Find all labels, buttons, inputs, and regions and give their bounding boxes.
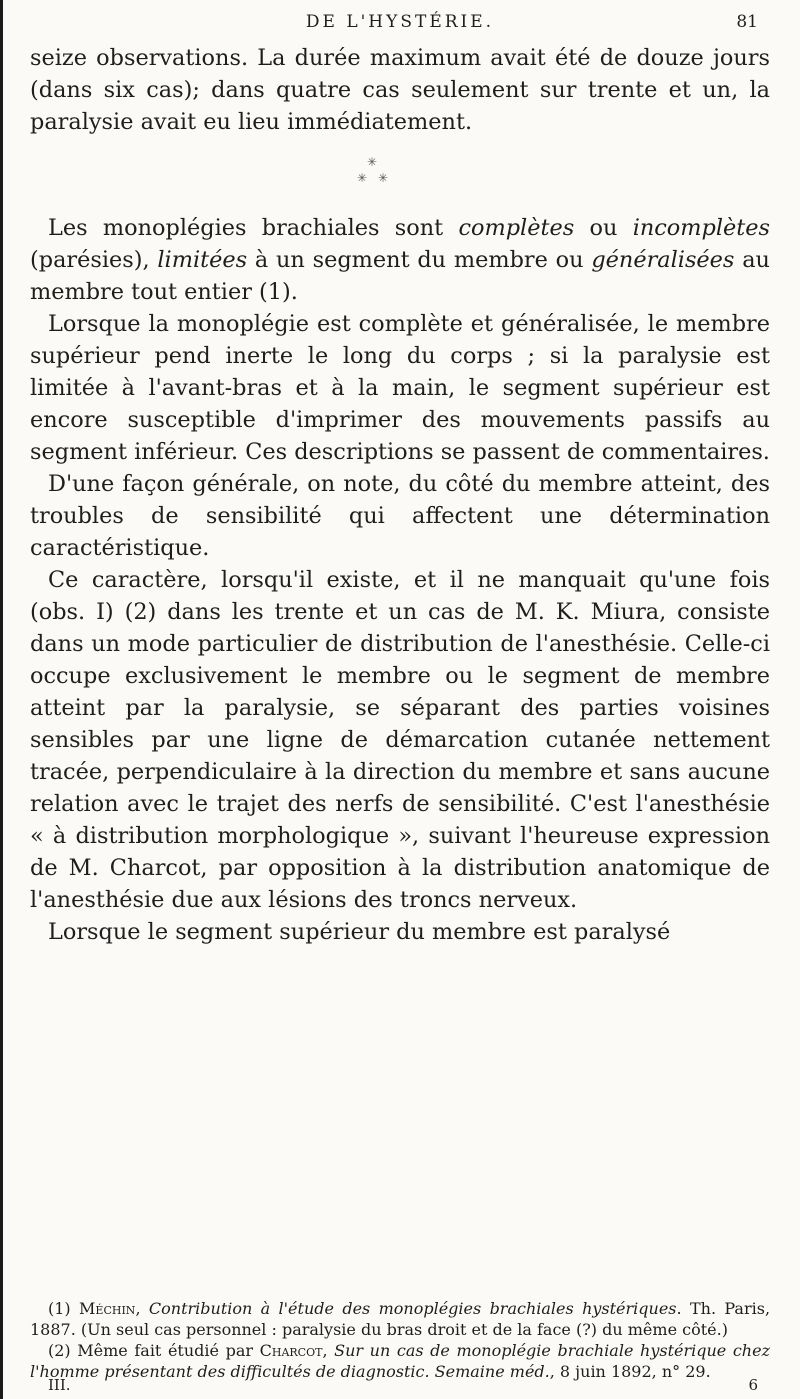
paragraph-2: Lorsque la monoplégie est complète et généralisée, le membre supérieur pend inerte le long du corps ; si la paralysie est limitée à l'avant-bras et à la main, le segment supérieur est encore susceptible d'imprimer des mouvements passifs au segment inférieur. Ces descriptions se passent de commentaires. [30,311,770,465]
text-run: (parésies), [30,247,158,273]
paragraph-1 [30,212,770,308]
text-run: , [322,1341,335,1360]
footnote-author: Charcot [259,1341,323,1360]
text-run: au membre tout entier (1). [30,247,770,305]
section-separator [30,138,770,212]
folio-number: 6 [748,1376,758,1394]
asterisk-icon: ✳ [367,155,378,169]
text-run: Les monoplégies brachiales sont [48,215,459,241]
text-run: , 8 juin 1892, n° 29. [549,1362,711,1381]
text-run: Même fait étudié par [77,1341,260,1360]
text-run: , [135,1299,149,1318]
paragraph-3: D'une façon générale, on note, du côté du membre atteint, des troubles de sensibilité qui affectent une détermination caractéristique. [30,471,770,561]
paragraph-5: Lorsque le segment supérieur du membre est paralysé [48,919,671,945]
signature-mark: III. [48,1376,71,1394]
footnote-2 [30,1340,770,1382]
page-number: 81 [736,12,758,32]
page-edge [0,0,3,1399]
paragraph-4: Ce caractère, lorsqu'il existe, et il ne manquait qu'une fois (obs. I) (2) dans les trente et un cas de M. K. Miura, consiste dans un mode particulier de distribution de l'anesthésie. Celle-ci occupe exclusivement le membre ou le segment de membre atteint par la paralysie, se séparant des parties voisines sensibles par une ligne de démarcation cutanée nettement tracée, perpendiculaire à la direction du membre et sans aucune relation avec le trajet des nerfs de sensibilité. C'est l'anesthésie « à distribution morphologique », suivant l'heureuse expression de M. Charcot, par opposition à la distribution anatomique de l'anesthésie due aux lésions des troncs nerveux. [30,567,770,913]
footnote-number: (2) [48,1341,78,1360]
footnote-1 [30,1298,770,1340]
emphasis: incomplètes [632,215,771,241]
emphasis: généralisées [591,247,735,273]
body-text [30,42,770,948]
asterisk-icon: ✳ [378,171,389,185]
running-head-title: DE L'HYSTÉRIE. [305,12,495,32]
footnote-number: (1) [48,1299,80,1318]
text-run: ou [574,215,633,241]
text-run: à un segment du membre ou [247,247,592,273]
footnote-title: Sur un cas de monoplégie brachiale hystérique chez l'homme présentant des difficultés de diagnostic. Semaine méd. [30,1341,771,1381]
footnote-author: Méchin [79,1299,136,1318]
text-run: . Th. Paris, 1887. (Un seul cas personnel : paralysie du bras droit et de la face (?) du même côté.) [30,1299,771,1339]
paragraph-0: seize observations. La durée maximum avait été de douze jours (dans six cas); dans quatre cas seulement sur trente et un, la paralysie avait eu lieu immédiatement. [30,45,770,135]
emphasis: complètes [458,215,575,241]
footnote-title: Contribution à l'étude des monoplégies brachiales hystériques [148,1299,677,1318]
running-head [0,8,800,36]
emphasis: limitées [157,247,248,273]
asterisk-icon: ✳ [357,171,368,185]
footnotes [30,1298,770,1382]
